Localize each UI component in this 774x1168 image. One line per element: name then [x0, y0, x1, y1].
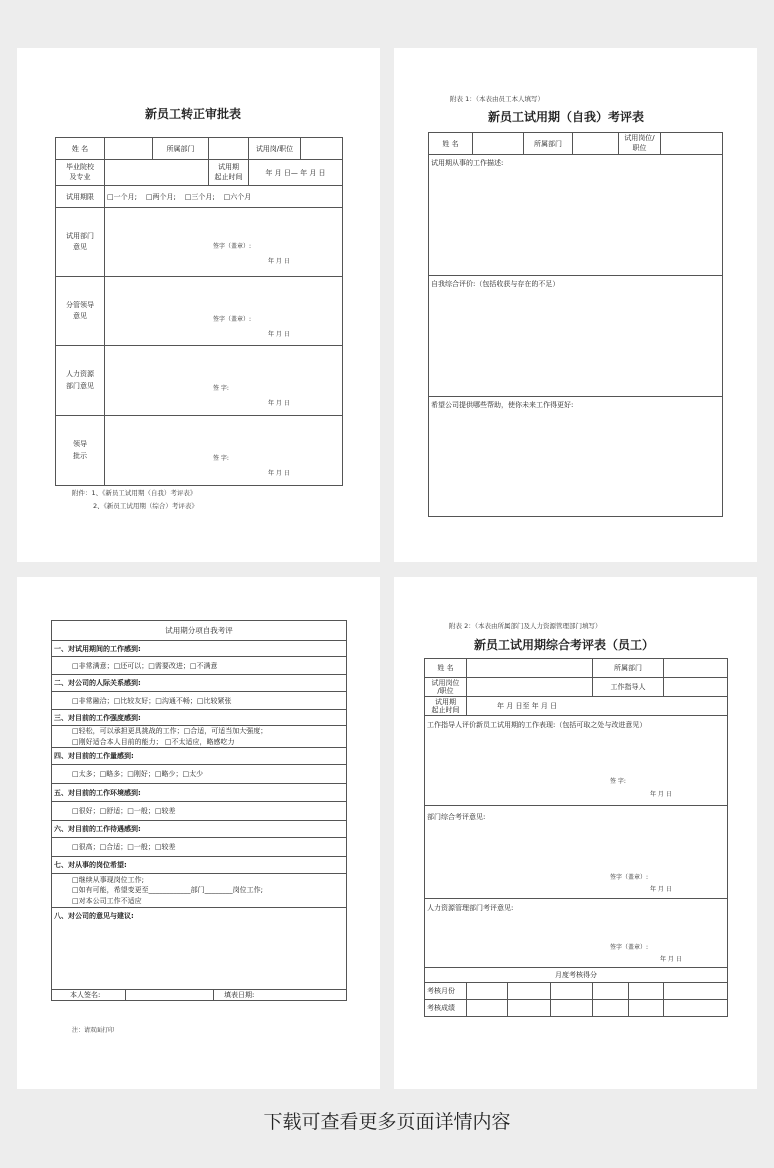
- monthly-score-header: 月度考核得分: [425, 968, 728, 983]
- help-wanted-label: 希望公司提供哪些帮助，使你未来工作得更好:: [431, 401, 574, 409]
- signature-label: 本人签名:: [52, 990, 126, 1001]
- dept-opinion-date: 年 月 日: [268, 258, 290, 265]
- q6-options[interactable]: □很高；□合适；□一般；□较差: [52, 838, 347, 857]
- p2-dept-label: 所属部门: [524, 133, 573, 155]
- q7-option-c[interactable]: □对本公司工作不适应: [72, 896, 142, 905]
- dept-field[interactable]: [209, 138, 249, 160]
- period-value: 年 月 日— 年 月 日: [249, 160, 343, 186]
- mentor-eval-sign: 签 字:: [610, 778, 626, 785]
- q8-label: 八、对公司的意见与建议:: [52, 908, 347, 924]
- mentor-eval-field[interactable]: [425, 716, 728, 806]
- approval-field[interactable]: [105, 416, 343, 486]
- p2-post-label: 试用岗位/ 职位: [619, 133, 661, 155]
- p4-period-value: 年 月 日至 年 月 日: [467, 697, 728, 716]
- eval-score-3[interactable]: [551, 1000, 593, 1017]
- p4-period-label: 试用期 起止时间: [425, 697, 467, 716]
- leader-opinion-sign: 签字（盖章）:: [213, 316, 252, 323]
- dept-opinion-label: 试用部门 意见: [56, 208, 105, 277]
- mentor-label: 工作指导人: [593, 678, 664, 697]
- q3-options-a[interactable]: □轻松，可以承担更具挑战的工作；□合适，可适当加大强度；: [72, 727, 268, 736]
- post-field[interactable]: [301, 138, 343, 160]
- p4-dept-field[interactable]: [664, 659, 728, 678]
- hr-opinion-field[interactable]: [105, 346, 343, 416]
- dept-eval-field[interactable]: [425, 806, 728, 899]
- q1-label: 一、对试用期间的工作感到:: [52, 641, 347, 657]
- eval-score-1[interactable]: [467, 1000, 508, 1017]
- eval-month-4[interactable]: [593, 983, 629, 1000]
- eval-score-2[interactable]: [508, 1000, 551, 1017]
- hr-eval-field[interactable]: [425, 899, 728, 968]
- mentor-eval-label: 工作指导人评价新员工试用期的工作表现:（包括可取之处与改进意见）: [427, 721, 647, 729]
- q4-options[interactable]: □太多；□略多；□刚好；□略少；□太少: [52, 765, 347, 784]
- q7-label: 七、对从事的岗位希望:: [52, 857, 347, 874]
- eval-score-6[interactable]: [664, 1000, 728, 1017]
- q7-option-a[interactable]: □继续从事现岗位工作;: [72, 876, 144, 885]
- length-label: 试用期限: [56, 186, 105, 208]
- eval-month-3[interactable]: [551, 983, 593, 1000]
- page4-title: 新员工试用期综合考评表（员工）: [474, 638, 655, 652]
- q2-label: 二、对公司的人际关系感到:: [52, 675, 347, 692]
- eval-score-5[interactable]: [629, 1000, 664, 1017]
- page-approval-form: [17, 48, 380, 562]
- option-1month[interactable]: □一个月;: [107, 192, 137, 201]
- q7-options[interactable]: [52, 874, 347, 908]
- dept-eval-date: 年 月 日: [650, 886, 672, 893]
- eval-score-4[interactable]: [593, 1000, 629, 1017]
- comprehensive-table: [424, 658, 728, 1017]
- school-field[interactable]: [105, 160, 209, 186]
- approval-label: 领导 批示: [56, 416, 105, 486]
- mentor-eval-date: 年 月 日: [650, 791, 672, 798]
- eval-score-label: 考核成绩: [425, 1000, 467, 1017]
- q1-options[interactable]: □非常满意；□还可以；□需要改进；□不满意: [52, 657, 347, 675]
- self-eval-table: [428, 132, 723, 517]
- hr-eval-label: 人力资源管理部门考评意见:: [427, 904, 514, 912]
- option-3month[interactable]: □三个月;: [184, 192, 215, 201]
- page2-title: 新员工试用期（自我）考评表: [488, 110, 645, 124]
- fill-date-label: 填表日期:: [214, 990, 347, 1001]
- p4-dept-label: 所属部门: [593, 659, 664, 678]
- approval-date: 年 月 日: [268, 470, 290, 477]
- p4-name-label: 姓 名: [425, 659, 467, 678]
- name-field[interactable]: [105, 138, 153, 160]
- help-wanted-field[interactable]: [429, 397, 723, 517]
- p4-post-label: 试用岗位 /职位: [425, 678, 467, 697]
- itemized-table: [51, 620, 347, 1001]
- hr-eval-sign: 签字（盖章）:: [610, 944, 649, 951]
- option-6month[interactable]: □六个月: [223, 192, 252, 201]
- attachment-2: 2、《新员工试用期（综合）考评表》: [93, 502, 198, 510]
- dept-label: 所属部门: [153, 138, 209, 160]
- page4-note: 附表 2：（本表由所属部门及人力资源管理部门填写）: [449, 622, 602, 630]
- eval-month-2[interactable]: [508, 983, 551, 1000]
- p2-post-field[interactable]: [661, 133, 723, 155]
- q7-option-b[interactable]: □如有可能，希望变更至____________部门________岗位工作;: [72, 886, 263, 895]
- approval-table: [55, 137, 343, 486]
- hr-opinion-date: 年 月 日: [268, 400, 290, 407]
- p4-name-field[interactable]: [467, 659, 593, 678]
- q3-options-b[interactable]: □刚好适合本人目前的能力； □不太适应，略感吃力: [72, 737, 235, 746]
- dept-eval-sign: 签字（盖章）:: [610, 874, 649, 881]
- eval-month-6[interactable]: [664, 983, 728, 1000]
- leader-opinion-date: 年 月 日: [268, 331, 290, 338]
- q2-options[interactable]: □非常融洽；□比较友好；□沟通不畅；□比较紧张: [52, 692, 347, 710]
- hr-opinion-sign: 签 字:: [213, 385, 229, 392]
- eval-month-label: 考核月份: [425, 983, 467, 1000]
- q6-label: 六、对目前的工作待遇感到:: [52, 821, 347, 838]
- q5-options[interactable]: □很好；□舒适；□一般；□较差: [52, 802, 347, 821]
- download-caption[interactable]: 下载可查看更多页面详情内容: [263, 1111, 511, 1133]
- q8-field[interactable]: [52, 924, 347, 990]
- eval-month-5[interactable]: [629, 983, 664, 1000]
- page-itemized-self-eval: [17, 577, 380, 1089]
- hr-opinion-label: 人力资源 部门意见: [56, 346, 105, 416]
- q3-options[interactable]: [52, 726, 347, 748]
- work-description-label: 试用期从事的工作描述:: [431, 159, 504, 167]
- dept-eval-label: 部门综合考评意见:: [427, 813, 486, 821]
- approval-sign: 签 字:: [213, 455, 229, 462]
- p3-title: 试用期分项自我考评: [52, 621, 347, 641]
- work-description-field[interactable]: [429, 155, 723, 276]
- self-assessment-label: 自我综合评价:（包括收获与存在的不足）: [431, 280, 560, 288]
- eval-month-1[interactable]: [467, 983, 508, 1000]
- page-self-evaluation: [394, 48, 757, 562]
- attachment-1: 附件：1、《新员工试用期（自我）考评表》: [72, 489, 197, 497]
- print-note: 注：请双面打印: [72, 1027, 115, 1034]
- page2-note: 附表 1：（本表由员工本人填写）: [450, 95, 544, 103]
- p2-name-field[interactable]: [473, 133, 524, 155]
- p4-post-field[interactable]: [467, 678, 593, 697]
- self-assessment-field[interactable]: [429, 276, 723, 397]
- leader-opinion-label: 分管领导 意见: [56, 277, 105, 346]
- period-label: 试用期 起止时间: [209, 160, 249, 186]
- q3-label: 三、对目前的工作强度感到:: [52, 710, 347, 726]
- leader-opinion-field[interactable]: [105, 277, 343, 346]
- dept-opinion-field[interactable]: [105, 208, 343, 277]
- hr-eval-date: 年 月 日: [660, 956, 682, 963]
- school-label: 毕业院校 及专业: [56, 160, 105, 186]
- length-options: [105, 186, 343, 208]
- page-comprehensive-eval: [394, 577, 757, 1089]
- signature-field[interactable]: [126, 990, 214, 1001]
- page1-title: 新员工转正审批表: [145, 107, 242, 121]
- p2-name-label: 姓 名: [429, 133, 473, 155]
- p2-dept-field[interactable]: [573, 133, 619, 155]
- q4-label: 四、对目前的工作量感到:: [52, 748, 347, 765]
- option-2month[interactable]: □两个月;: [145, 192, 176, 201]
- post-label: 试用岗/职位: [249, 138, 301, 160]
- mentor-field[interactable]: [664, 678, 728, 697]
- dept-opinion-sign: 签字（盖章）:: [213, 243, 252, 250]
- q5-label: 五、对目前的工作环境感到:: [52, 784, 347, 802]
- name-label: 姓 名: [56, 138, 105, 160]
